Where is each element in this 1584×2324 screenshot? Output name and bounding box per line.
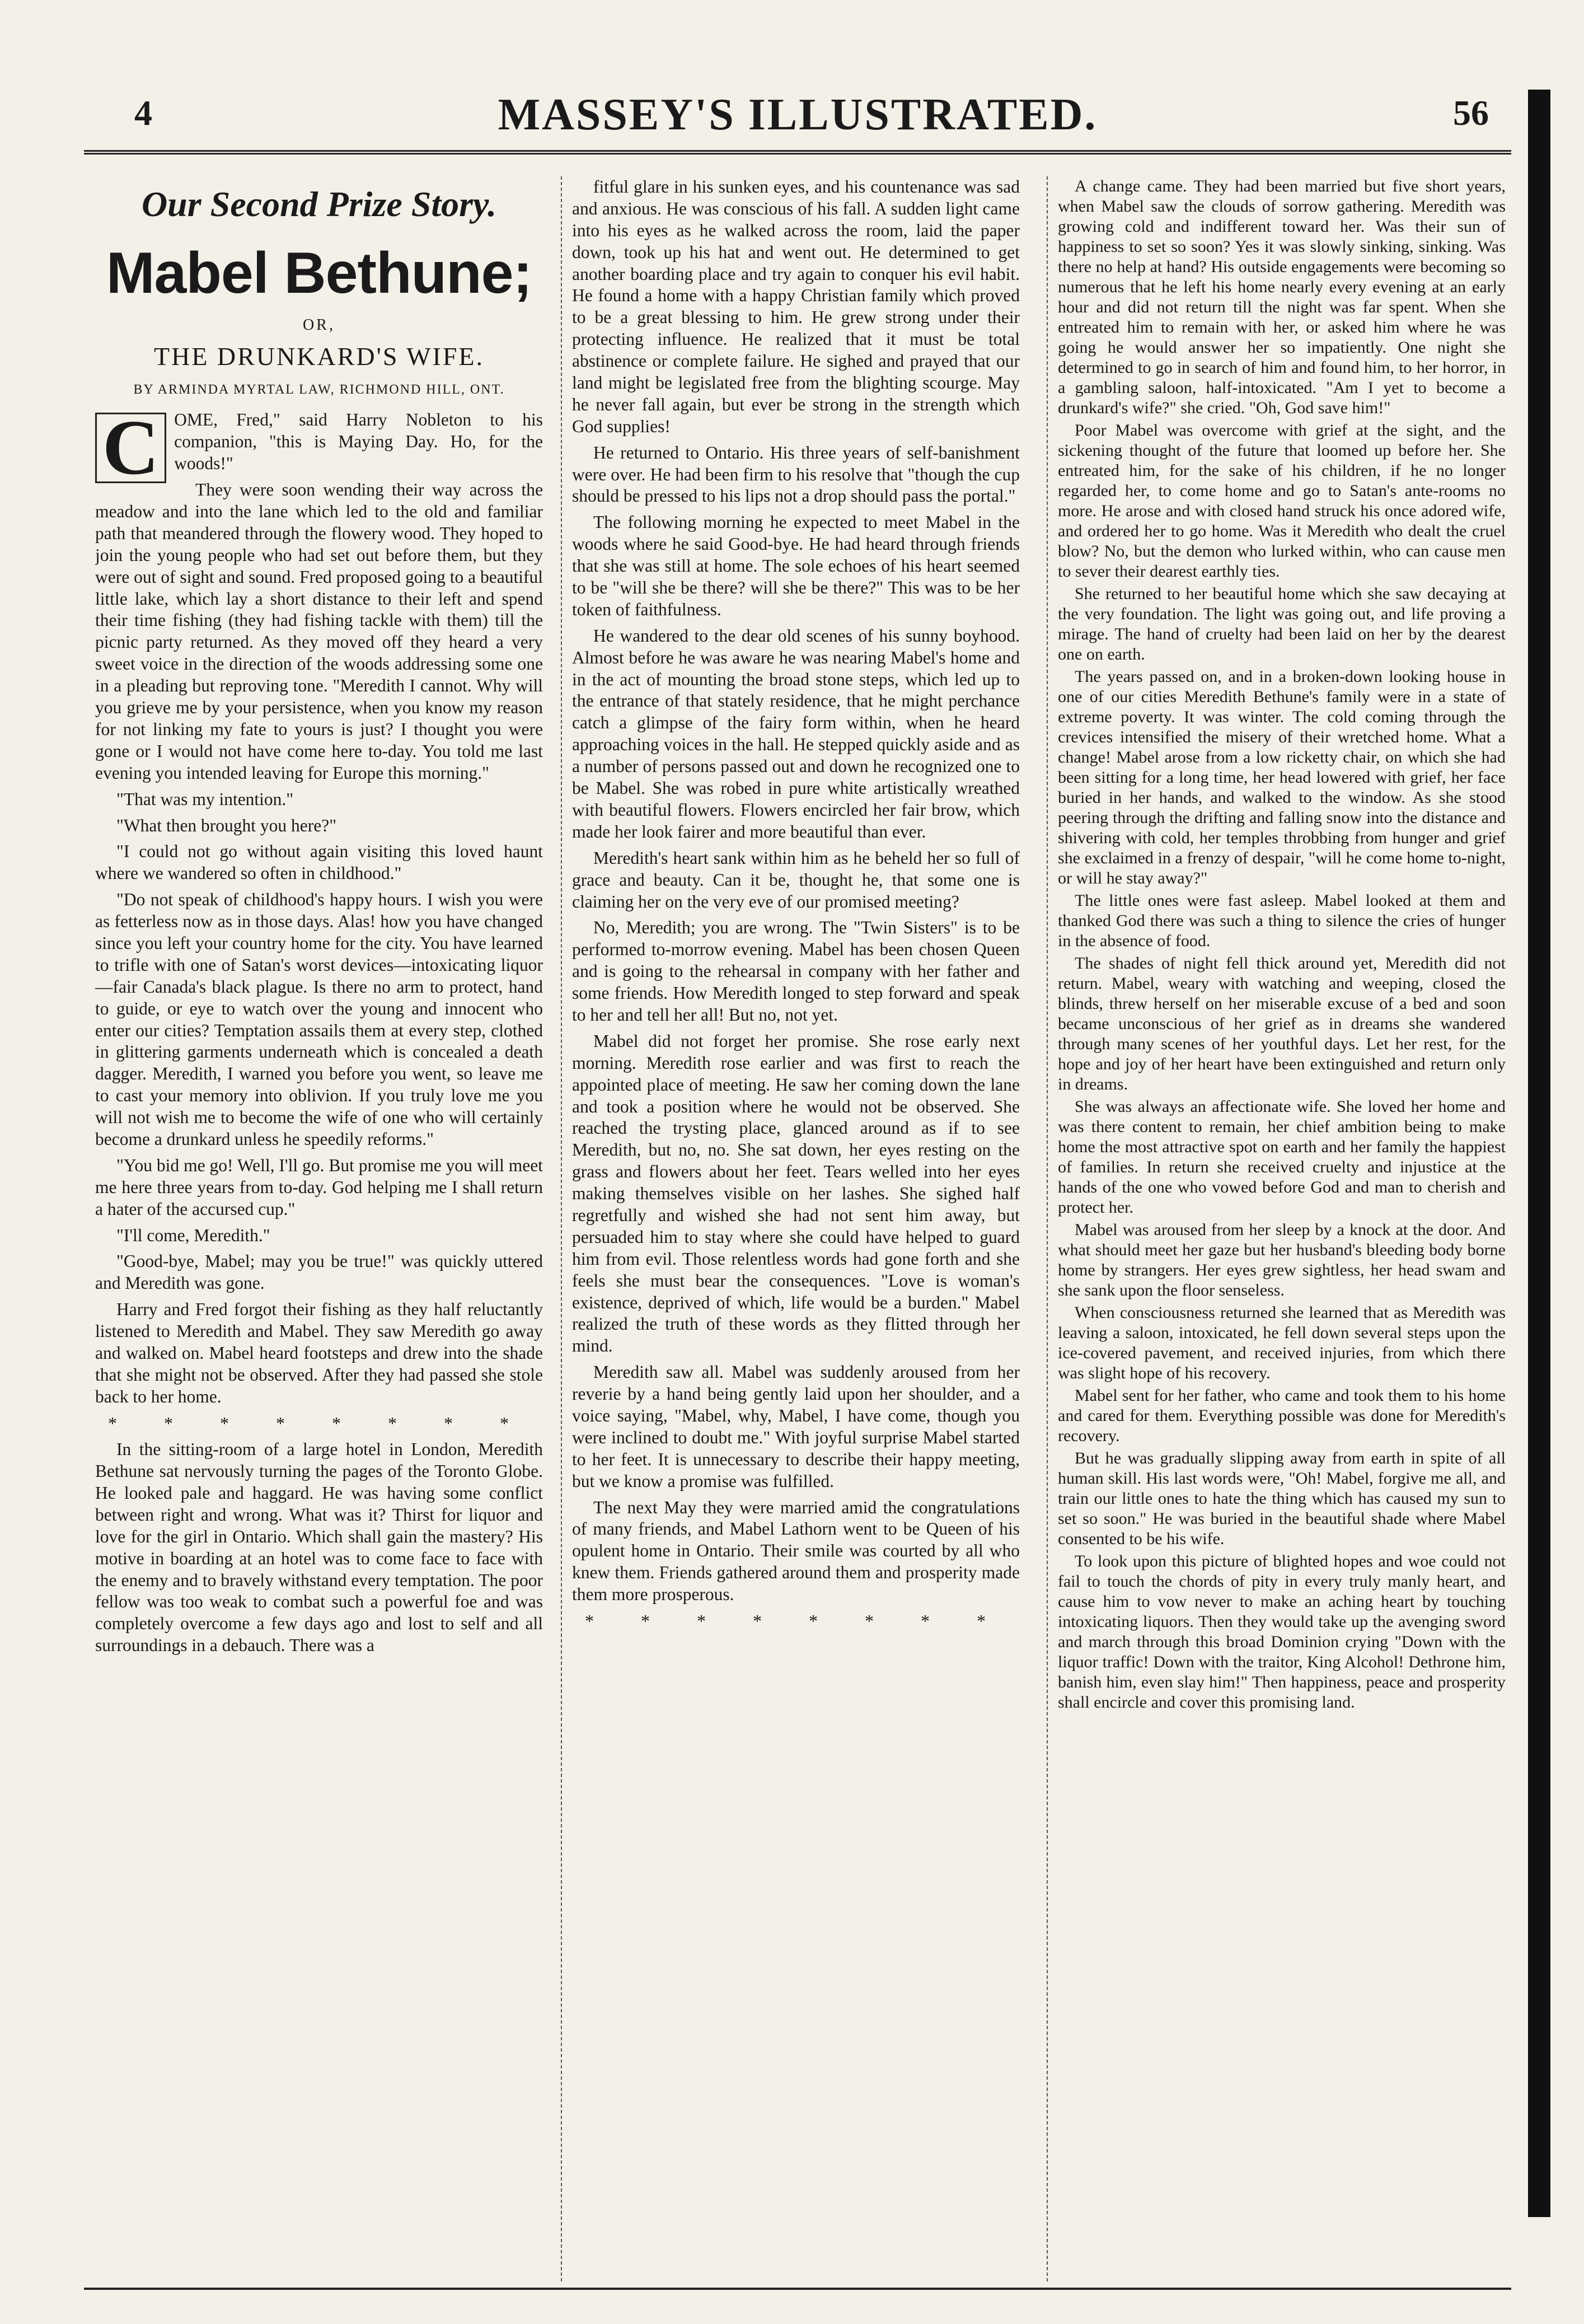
- page-number-right: 56: [1453, 93, 1489, 133]
- page-number-left: 4: [134, 93, 152, 133]
- column-1: [95, 176, 543, 2281]
- title-or: OR,: [303, 316, 335, 334]
- paragraph: [95, 404, 543, 492]
- paragraph: When consciousness returned she learned that as Meredith was leaving a saloon, intoxicated, he fell down several steps upon the ice-covered pavement, and received injuries, from which there was slight hope of his recovery.: [1058, 1303, 1506, 1382]
- paragraph: Mabel did not forget her promise. She rose early next morning. Meredith rose earlier and was first to reach the appointed place of meeting. He saw her coming down the lane and took a position where he would not be observed. She reached the trysting place, glanced around as if to see Meredith, but no, no. She sat down, her eyes resting on the grass and flowers about her feet. Tears welled into her eyes making themselves visible on her lashes. She sighed half regretfully and wished she had not sent him away, but persuaded him to stay where she could have helped to guard him from evil. Those relentless words had gone forth and she feels she must bear the consequences. "Love is woman's existence, deprived of which, life would be a burden." Mabel realized the truth of these words as they flitted through her mind.: [572, 1031, 1020, 1356]
- byline: BY ARMINDA MYRTAL LAW, RICHMOND HILL, ONT.: [133, 382, 505, 397]
- section-heading: Our Second Prize Story.: [141, 184, 497, 224]
- paragraph: The shades of night fell thick around yet, Meredith did not return. Mabel, weary with watching and weeping, closed the blinds, threw herself on her miserable excuse of a bed and soon became unconscious of her grief as in dreams she wandered through many scenes of her youthful days. Let her rest, for the hope and joy of her heart have been extinguished and return only in dreams.: [1058, 954, 1506, 1093]
- paragraph: Harry and Fred forgot their fishing as they half reluctantly listened to Meredith and Mabel. They saw Meredith go away and walked on. Mabel heard footsteps and drew into the shade that she might not be observed. After they had passed she stole back to her home.: [95, 1299, 543, 1406]
- paragraph: Poor Mabel was overcome with grief at the sight, and the sickening thought of the future that loomed up before her. She entreated him, for the sake of his children, if he no longer regarded her, to come home and go to Satan's ante-rooms no more. He arose and with closed hand struck his once adored wife, and ordered her to go home. Was it Meredith who dealt the cruel blow? No, but the demon who lurked within, who can cause men to sever their dearest earthly ties.: [1058, 421, 1506, 581]
- binding-edge: [1528, 90, 1550, 2217]
- newspaper-page: [84, 84, 1511, 2290]
- paragraph: "What then brought you here?": [116, 815, 337, 835]
- paragraph: No, Meredith; you are wrong. The "Twin Sisters" is to be performed to-morrow evening. Mabel has been chosen Queen and is going to the rehearsal in company with her father and some friends. How Meredith longed to step forward and speak to her and tell her all! But no, not yet.: [572, 918, 1020, 1025]
- column-1-body: [95, 404, 543, 1657]
- paragraph: "I'll come, Meredith.": [116, 1225, 270, 1245]
- story-title: Mabel Bethune;: [106, 241, 532, 306]
- page-header: [84, 84, 1511, 151]
- column-divider-2: [1047, 176, 1048, 2281]
- paragraph: The following morning he expected to meet Mabel in the woods where he said Good-bye. He had heard through friends that she was still at home. The sole echoes of his heart seemed to be "will she be there? will she be there?" This was to be her token of faithfulness.: [572, 512, 1020, 619]
- masthead-title: MASSEY'S ILLUSTRATED.: [498, 90, 1098, 139]
- paragraph: She returned to her beautiful home which she saw decaying at the very foundation. The light was going out, and life proving a mirage. The hand of cruelty had been laid on her by the dearest one on earth.: [1058, 584, 1506, 663]
- column-3-body: [1058, 176, 1506, 1713]
- paragraph: "Good-bye, Mabel; may you be true!" was quickly uttered and Meredith was gone.: [95, 1251, 543, 1293]
- paragraph: "You bid me go! Well, I'll go. But promise me you will meet me here three years from to-day. God helping me I shall return a hater of the accursed cup.": [95, 1155, 543, 1219]
- column-2: [572, 176, 1020, 2281]
- section-break-stars: * * * * * * * *: [585, 1611, 1007, 1631]
- paragraph: To look upon this picture of blighted hopes and woe could not fail to touch the chords of pity in every truly manly heart, and cause him to vow never to make an aching heart by touching intoxicating liquors. Then they would take up the avenging sword and march through this broad Dominion crying "Down with the liquor traffic! Down with the traitor, King Alcohol! Dethrone him, banish him, even slay him!" Then happiness, peace and prosperity shall encircle and cover this promising land.: [1058, 1552, 1506, 1712]
- paragraph: fitful glare in his sunken eyes, and his countenance was sad and anxious. He was conscious of his fall. A sudden light came into his eyes as he walked across the room, laid the paper down, took up his hat and went out. He determined to get another boarding place and try again to conquer his evil habit. He found a home with a happy Christian family which proved to be a great blessing to him. He grew strong under their protecting influence. He realized that it must be total abstinence or complete failure. He sighed and prayed that our land might be legislated free from the blighting scourge. May he never fall again, but ever be strong in the strength which God supplies!: [572, 177, 1020, 436]
- paragraph: A change came. They had been married but five short years, when Mabel saw the clouds of sorrow gathering. Meredith was growing cold and indifferent toward her. Was their sun of happiness to set so soon? Yes it was slowly sinking, sinking. Was there no help at hand? His outside engagements were becoming so numerous that he left his home nearly every evening at an early hour and did not return till the night was far spent. When she entreated him to remain with her, or asked him where he was going he would answer her so impatiently. One night she determined to go in search of him and found him, to her horror, in a gambling saloon, half-intoxicated. "Am I yet to become a drunkard's wife?" she cried. "Oh, God save him!": [1058, 177, 1506, 417]
- paragraph: She was always an affectionate wife. She loved her home and was there content to remain, her chief ambition being to make home the most attractive spot on earth and her family the happiest of families. In return she received cruelty and injustice at the hands of the one who vowed before God and man to cherish and protect her.: [1058, 1097, 1506, 1217]
- paragraph: "That was my intention.": [116, 789, 294, 809]
- paragraph: The next May they were married amid the congratulations of many friends, and Mabel Lathorn went to be Queen of his opulent home in Ontario. Their smile was courted by all who knew them. Friends gathered around them and prosperity made them more prosperous.: [572, 1497, 1020, 1605]
- paragraph: Meredith's heart sank within him as he beheld her so full of grace and beauty. Can it be, thought he, that some one is claiming her on the very eve of our promised meeting?: [572, 848, 1020, 911]
- paragraph-text: OME, Fred," said Harry Nobleton to his companion, "this is Maying Day. Ho, for the woods!": [174, 410, 543, 474]
- paragraph: He wandered to the dear old scenes of his sunny boyhood. Almost before he was aware he was nearing Mabel's home and in the act of mounting the broad stone steps, which led up to the entrance of that stately residence, that he might perchance catch a glimpse of the fairy form within, when he heard approaching voices in the hall. He stepped quickly aside and as a number of persons passed out and down he recognized one to be Mabel. She was robed in pure white artistically wreathed with beautiful flowers. Flowers encircled her fair brow, which made her look fairer and more beautiful than ever.: [572, 625, 1020, 841]
- paragraph: They were soon wending their way across the meadow and into the lane which led to the old and familiar path that meandered through the flowery wood. They hoped to join the young people who had set out before them, but they were out of sight and sound. Fred proposed going to a beautiful little lake, which lay a short distance to their left and spend their time fishing (they had fishing tackle with them) till the picnic party returned. As they moved off they heard a very sweet voice in the direction of the woods addressing some one in a pleading but reproving tone. "Meredith I cannot. Why will you grieve me by your persistence, when you know my reason for not linking my fate to yours is just? I thought you were gone or I would not have come here to-day. You told me last evening you intended leaving for Europe this morning.": [95, 480, 543, 783]
- footer-rule: [84, 2288, 1511, 2290]
- paragraph: Mabel sent for her father, who came and took them to his home and cared for them. Everything possible was done for Meredith's recovery.: [1058, 1386, 1506, 1445]
- paragraph: The years passed on, and in a broken-down looking house in one of our cities Meredith Bethune's family were in a state of extreme poverty. It was winter. The cold coming through the crevices intensified the misery of their wretched home. What a change! Mabel arose from a low ricketty chair, on which she had been sitting for a long time, her head lowered with grief, her face buried in her hands, and walked to the window. As she stood peering through the drifting and falling snow into the distance and shivering with cold, her temples throbbing from hunger and grief she exclaimed in a frenzy of despair, "will he come home to-night, or will he stay away?": [1058, 667, 1506, 887]
- column-divider-1: [561, 176, 562, 2281]
- story-subtitle: THE DRUNKARD'S WIFE.: [153, 342, 485, 371]
- column-2-body: [572, 176, 1020, 1633]
- drop-cap: C: [95, 413, 166, 483]
- paragraph: In the sitting-room of a large hotel in London, Meredith Bethune sat nervously turning the pages of the Toronto Globe. He looked pale and haggard. He was having some conflict between right and wrong. What was it? Thirst for liquor and love for the girl in Ontario. Which shall gain the mastery? His motive in boarding at an hotel was to come face to face with the enemy and to bravely withstand every temptation. The poor fellow was too weak to combat such a powerful foe and was completely overcome a few days ago and lost to self and all surroundings in a debauch. There was a: [95, 1439, 543, 1656]
- paragraph: But he was gradually slipping away from earth in spite of all human skill. His last words were, "Oh! Mabel, forgive me all, and train our little ones to hate the thing which has caused my sun to set so soon." He was buried in the beautiful shade where Mabel consented to be his wife.: [1058, 1449, 1506, 1548]
- column-3: [1058, 176, 1506, 2281]
- paragraph: "Do not speak of childhood's happy hours. I wish you were as fetterless now as in those days. Alas! how you have changed since you left your country home for the city. You have learned to trifle with one of Satan's worst devices—intoxicating liquor—fair Canada's black plague. Is there no arm to protect, hand to guide, or eye to watch over the young and innocent who enter our cities? Temptation assails them at every step, clothed in glittering garments underneath which is concealed a death dagger. Meredith, I warned you before you went, so leave me to cast your memory into oblivion. If you truly love me you will not wish me to become the wife of one who will certainly become a drunkard unless he speedily reforms.": [95, 890, 543, 1149]
- paragraph: He returned to Ontario. His three years of self-banishment were over. He had been firm to his resolve that "though the cup should be pressed to his lips not a drop should pass the portal.": [572, 442, 1020, 506]
- paragraph: Mabel was aroused from her sleep by a knock at the door. And what should meet her gaze but her husband's bleeding body borne home by strangers. Her eyes grew sightless, her head swam and she sank upon the floor senseless.: [1058, 1221, 1506, 1299]
- paragraph: The little ones were fast asleep. Mabel looked at them and thanked God there was such a thing to silence the cries of hunger in the absence of food.: [1058, 891, 1506, 950]
- section-break-stars: * * * * * * * *: [108, 1413, 530, 1433]
- header-rule: [84, 150, 1511, 155]
- paragraph: Meredith saw all. Mabel was suddenly aroused from her reverie by a hand being gently laid upon her shoulder, and a voice saying, "Mabel, why, Mabel, I have come, though you were inclined to doubt me." With joyful surprise Mabel started to her feet. It is unnecessary to describe their happy meeting, but we know a promise was fulfilled.: [572, 1362, 1020, 1491]
- paragraph: "I could not go without again visiting this loved haunt where we wandered so often in childhood.": [95, 841, 543, 883]
